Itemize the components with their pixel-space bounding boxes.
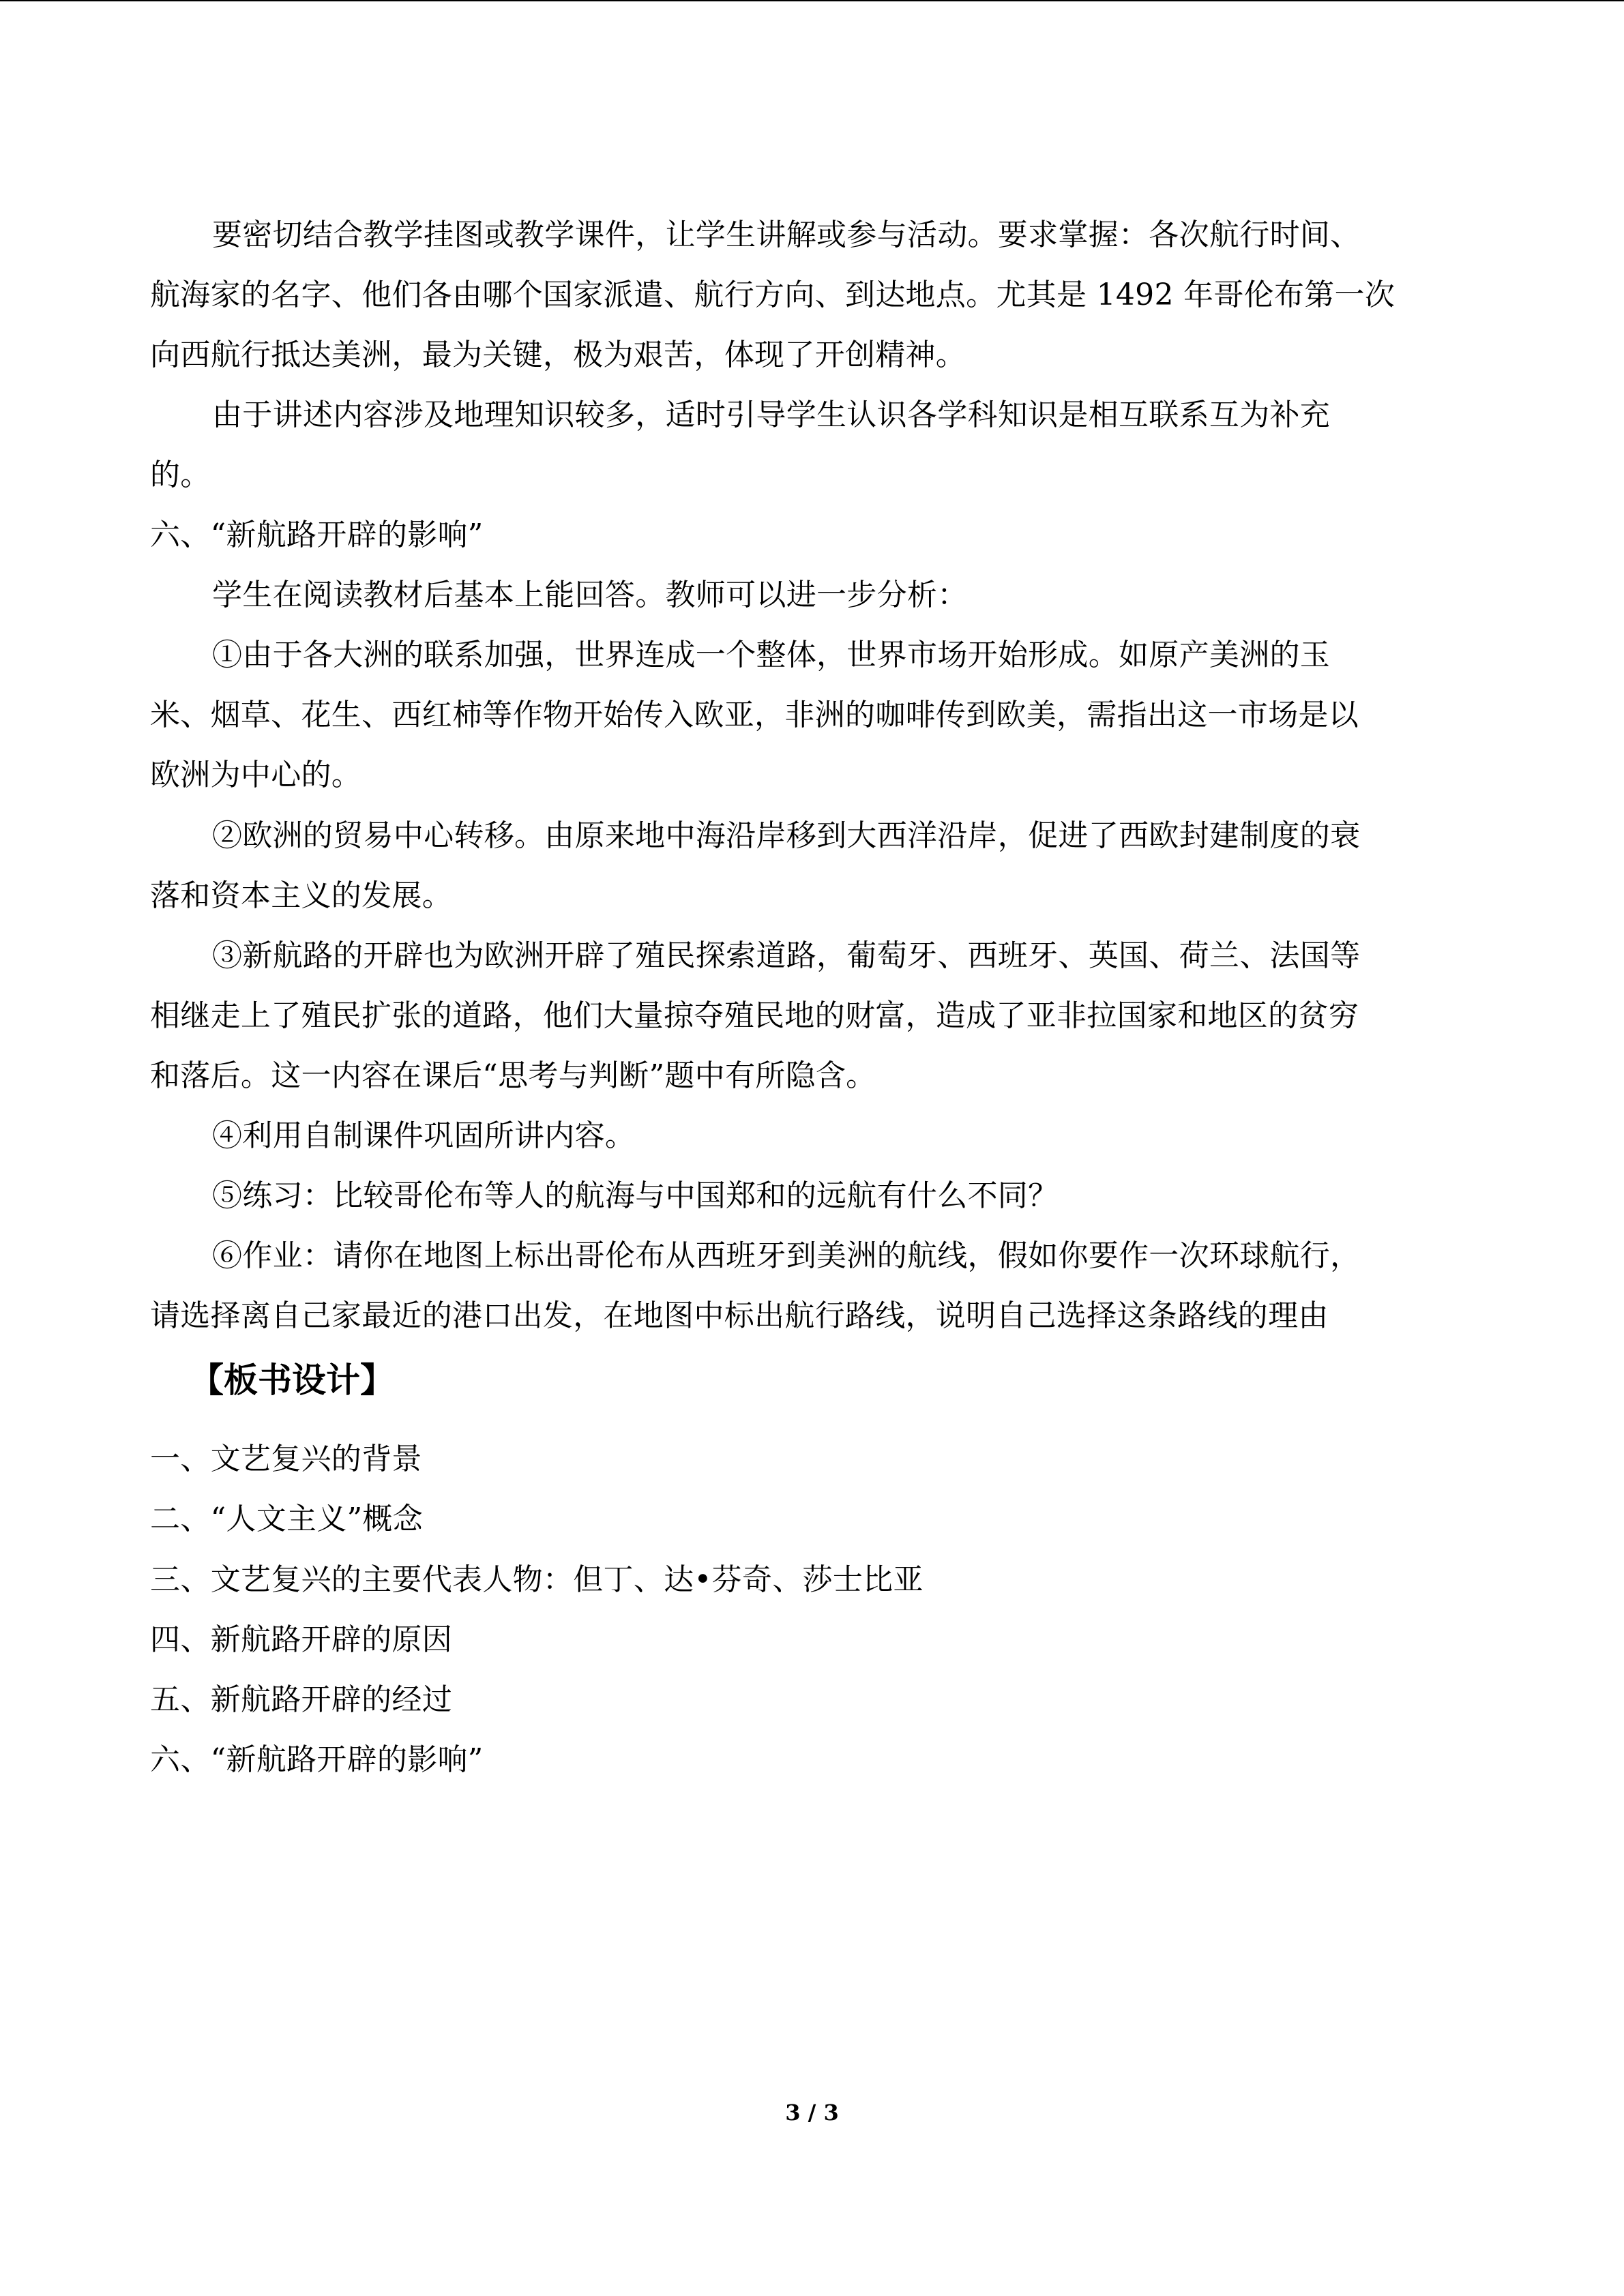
paragraph-line: 由于讲述内容涉及地理知识较多，适时引导学生认识各学科知识是相互联系互为补充 <box>212 398 1331 432</box>
board-design-item: 二、“人文主义”概念 <box>150 1502 423 1536</box>
paragraph-line: 要密切结合教学挂图或教学课件，让学生讲解或参与活动。要求掌握：各次航行时间、 <box>212 218 1361 252</box>
paragraph-line: 落和资本主义的发展。 <box>150 878 452 913</box>
board-design-heading: 【板书设计】 <box>190 1360 394 1400</box>
paragraph-line: 学生在阅读教材后基本上能回答。教师可以进一步分析： <box>212 578 968 612</box>
board-design-item: 一、文艺复兴的背景 <box>150 1442 422 1476</box>
paragraph-line: 米、烟草、花生、西红柿等作物开始传入欧亚，非洲的咖啡传到欧美，需指出这一市场是以 <box>150 698 1359 732</box>
top-border-line <box>0 0 1624 1</box>
paragraph-line: ①由于各大洲的联系加强，世界连成一个整体，世界市场开始形成。如原产美洲的玉 <box>212 638 1331 672</box>
paragraph-line: ③新航路的开辟也为欧洲开辟了殖民探索道路，葡萄牙、西班牙、英国、荷兰、法国等 <box>212 938 1361 973</box>
board-design-item: 六、“新航路开辟的影响” <box>150 1742 484 1777</box>
paragraph-line: ⑤练习：比较哥伦布等人的航海与中国郑和的远航有什么不同？ <box>212 1178 1059 1213</box>
paragraph-line: ②欧洲的贸易中心转移。由原来地中海沿岸移到大西洋沿岸，促进了西欧封建制度的衰 <box>212 818 1361 853</box>
paragraph-line: ④利用自制课件巩固所讲内容。 <box>212 1118 636 1153</box>
paragraph-line: 的。 <box>150 458 211 492</box>
paragraph-line: 请选择离自己家最近的港口出发，在地图中标出航行路线，说明自己选择这条路线的理由 <box>150 1298 1329 1333</box>
board-design-item: 四、新航路开辟的原因 <box>150 1622 452 1657</box>
paragraph-line: 相继走上了殖民扩张的道路，他们大量掠夺殖民地的财富，造成了亚非拉国家和地区的贫穷 <box>150 998 1359 1033</box>
paragraph-line: 和落后。这一内容在课后“思考与判断”题中有所隐含。 <box>150 1058 876 1093</box>
page-number: 3 / 3 <box>785 2100 839 2126</box>
paragraph-line: 航海家的名字、他们各由哪个国家派遣、航行方向、到达地点。尤其是 1492 年哥伦布第一次 <box>150 278 1396 312</box>
paragraph-line: ⑥作业：请你在地图上标出哥伦布从西班牙到美洲的航线，假如你要作一次环球航行， <box>212 1238 1361 1273</box>
board-design-item: 五、新航路开辟的经过 <box>150 1682 452 1717</box>
paragraph-line: 欧洲为中心的。 <box>150 758 362 792</box>
section-heading: 六、“新航路开辟的影响” <box>150 518 484 552</box>
board-design-item: 三、文艺复兴的主要代表人物：但丁、达•芬奇、莎士比亚 <box>150 1562 924 1597</box>
paragraph-line: 向西航行抵达美洲，最为关键，极为艰苦，体现了开创精神。 <box>150 338 966 372</box>
